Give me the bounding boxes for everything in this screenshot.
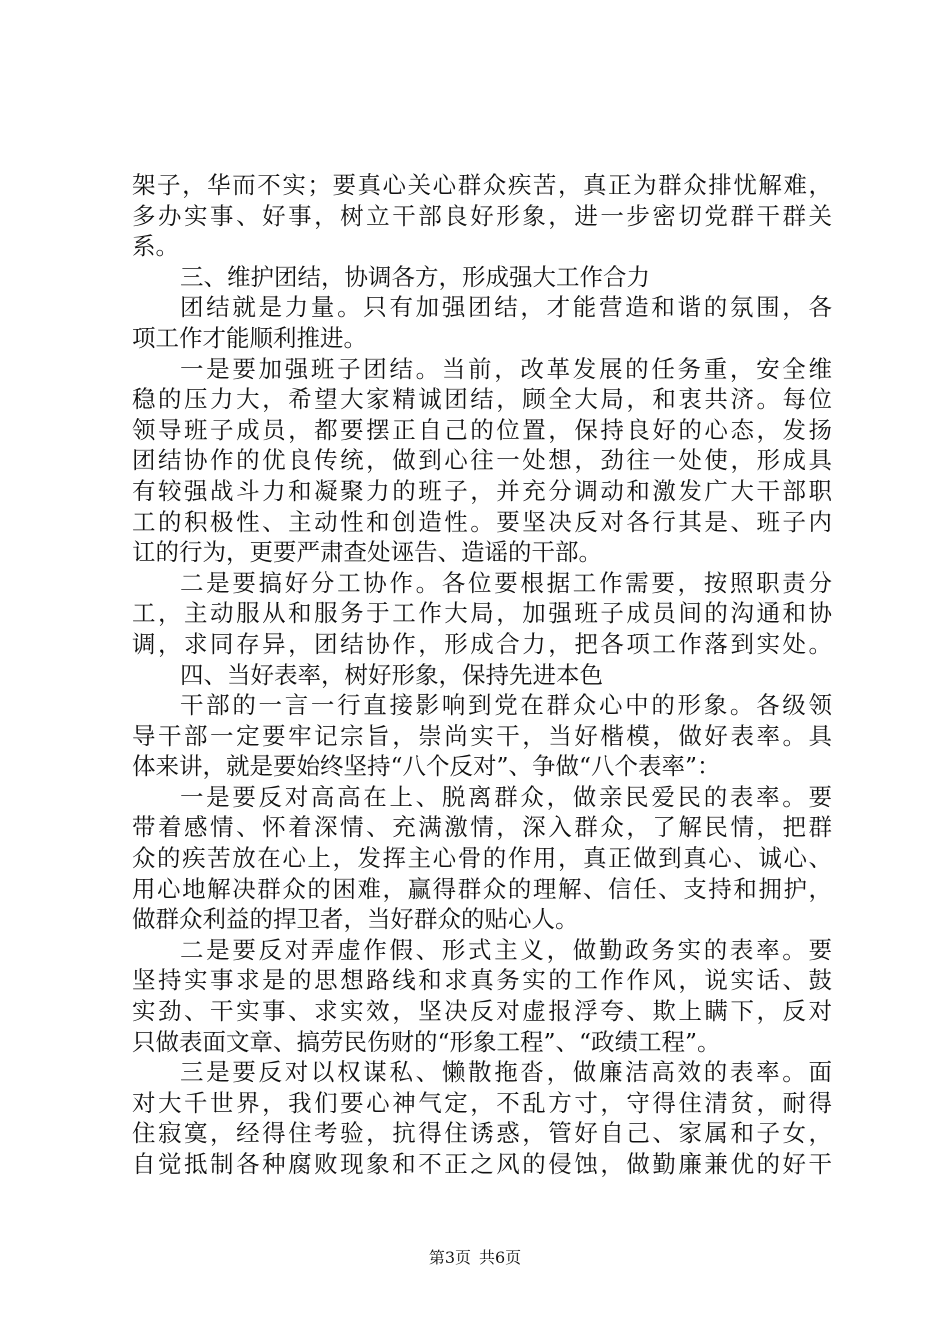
text-line: 二是要反对弄虚作假、形式主义，做勤政务实的表率。要 [180,935,832,964]
text-line: 自觉抵制各种腐败现象和不正之风的侵蚀，做勤廉兼优的好干 [132,1150,832,1178]
text-line: 三是要反对以权谋私、懒散拖沓，做廉洁高效的表率。面 [180,1058,832,1087]
text-line: 工的积极性、主动性和创造性。要坚决反对各行其是、班子内 [132,507,832,536]
page-number-total: 共6页 [479,1248,522,1267]
text-line: 只做表面文章、搞劳民伤财的“形象工程”、“政绩工程”。 [132,1027,721,1056]
text-line: 干部的一言一行直接影响到党在群众心中的形象。各级领 [180,691,832,720]
text-line: 团结协作的优良传统，做到心往一处想，劲往一处使，形成具 [132,446,832,475]
text-line: 众的疾苦放在心上，发挥主心骨的作用，真正做到真心、诚心、 [132,844,832,873]
text-line: 架子，华而不实；要真心关心群众疾苦，真正为群众排忧解难， [132,171,832,199]
text-line: 坚持实事求是的思想路线和求真务实的工作作风，说实话、鼓 [132,966,832,995]
text-line: 三、维护团结，协调各方，形成强大工作合力 [180,262,650,291]
text-line: 一是要反对高高在上、脱离群众，做亲民爱民的表率。要 [180,782,832,811]
text-line: 工，主动服从和服务于工作大局，加强班子成员间的沟通和协 [132,599,832,628]
text-line: 领导班子成员，都要摆正自己的位置，保持良好的心态，发扬 [132,415,832,444]
page-footer [0,1245,950,1268]
text-line: 用心地解决群众的困难，赢得群众的理解、信任、支持和拥护， [132,874,832,903]
text-line: 体来讲，就是要始终坚持“八个反对”、争做“八个表率”： [132,752,721,781]
text-line: 有较强战斗力和凝聚力的班子，并充分调动和激发广大干部职 [132,476,832,505]
document-body [132,170,832,1180]
text-line: 对大千世界，我们要心神气定，不乱方寸，守得住清贫，耐得 [132,1088,832,1117]
text-line: 团结就是力量。只有加强团结，才能营造和谐的氛围，各 [180,293,832,322]
text-line: 二是要搞好分工协作。各位要根据工作需要，按照职责分 [180,568,832,597]
text-line: 导干部一定要牢记宗旨，崇尚实干，当好楷模，做好表率。具 [132,721,832,750]
text-line: 稳的压力大，希望大家精诚团结，顾全大局，和衷共济。每位 [132,385,832,414]
text-line: 做群众利益的捍卫者，当好群众的贴心人。 [132,905,579,934]
text-line: 一是要加强班子团结。当前，改革发展的任务重，安全维 [180,354,832,383]
text-line: 带着感情、怀着深情、充满激情，深入群众，了解民情，把群 [132,813,832,842]
text-line: 实劲、干实事、求实效，坚决反对虚报浮夸、欺上瞒下，反对 [132,997,832,1026]
page-number-current: 第3页 [428,1248,471,1267]
text-line: 讧的行为，更要严肃查处诬告、造谣的干部。 [132,538,602,567]
text-line: 调，求同存异，团结协作，形成合力，把各项工作落到实处。 [132,629,832,658]
text-line: 住寂寞，经得住考验，抗得住诱惑，管好自己、家属和子女， [132,1119,832,1148]
text-line: 系。 [132,232,179,261]
text-line: 项工作才能顺利推进。 [132,323,367,352]
text-line: 四、当好表率，树好形象，保持先进本色 [180,660,603,689]
text-line: 多办实事、好事，树立干部良好形象，进一步密切党群干群关 [132,201,832,230]
